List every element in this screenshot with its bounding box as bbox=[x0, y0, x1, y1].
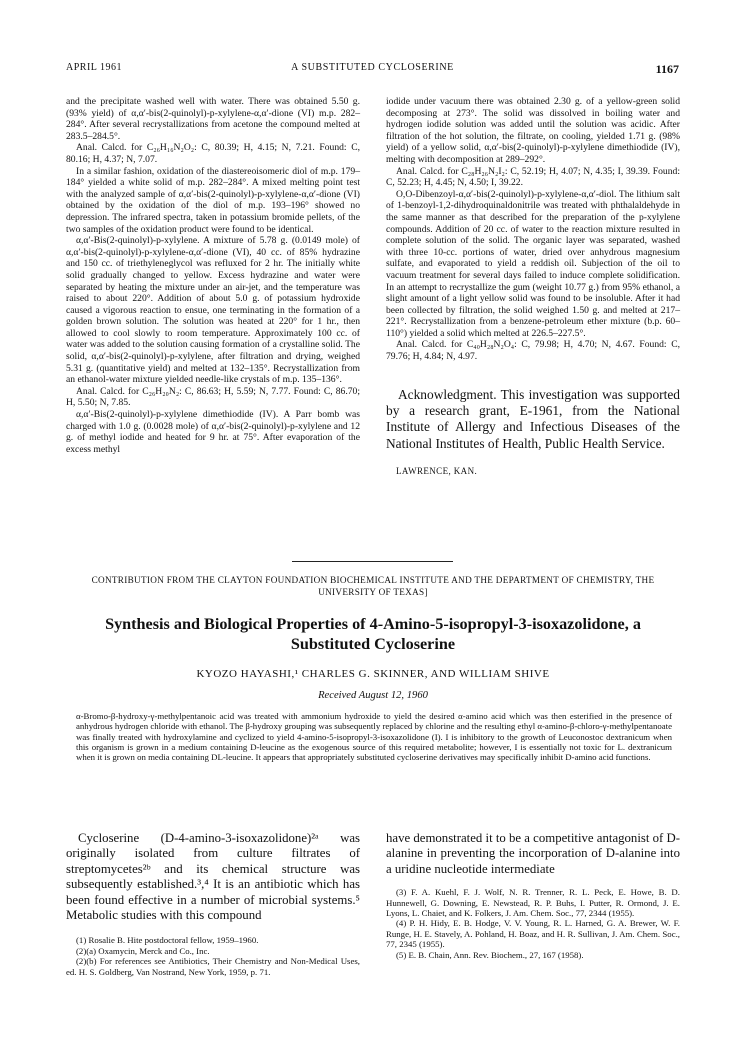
paragraph: Anal. Calcd. for C₂₈H₂₆N₂I₂: C, 52.19; H, 4.07; N, 4.35; I, 39.39. Found: C, 52.23; H, 4.45; N, 4.50; I, 39.22. bbox=[386, 165, 680, 189]
section-divider bbox=[292, 561, 453, 562]
received-date: Received August 12, 1960 bbox=[318, 690, 428, 701]
paragraph: Anal. Calcd. for C₄₀H₂₈N₂O₄: C, 79.98; H, 4.70; N, 4.67. Found: C, 79.76; H, 4.84; N, 4.97. bbox=[386, 339, 680, 363]
footnote: (3) F. A. Kuehl, F. J. Wolf, N. R. Trenner, R. L. Peck, E. Howe, B. D. Hunnewell, G. Downing, E. Newstead, R. P. Buhs, I. Putter, R. Ormond, J. E. Lyons, L. Chaiet, and K. Folkers, J. Am. Chem. Soc., 77, 2344 (1955). bbox=[386, 887, 680, 919]
abstract: α-Bromo-β-hydroxy-γ-methylpentanoic acid was treated with ammonium hydroxide to yield the desired α-amino acid which was then esterified in the presence of anhydrous hydrogen chloride with ethanol. The β-hydroxy grouping was subsequently replaced by chlorine and the resulting ethyl α-amino-β-chloro-γ-methylpentanoate was finally treated with hydroxylamine and cyclized to yield 4-amino-5-isopropyl-3-isoxazolidone (I). I is inhibitory to the growth of Leuconostoc dextranicum when this organism is grown in a medium containing D-leucine as the exogenous source of this required metabolite; however, I is essentially not toxic for L. dextranicum when it is grown on media containing DL-leucine. It appears that appropriately substituted cycloserine derivatives may specifically inhibit D-amino acid functions. bbox=[76, 711, 672, 763]
paragraph: Anal. Calcd. for C₂₆H₂₀N₂: C, 86.63; H, 5.59; N, 7.77. Found: C, 86.70; H, 5.50; N, 7.85. bbox=[66, 385, 360, 409]
running-head-title: A SUBSTITUTED CYCLOSERINE bbox=[291, 62, 454, 73]
footnote: (4) P. H. Hidy, E. B. Hodge, V. V. Young, R. L. Harned, G. A. Brewer, W. F. Runge, H. E. Stavely, A. Pohland, H. Boaz, and H. R. Sullivan, J. Am. Chem. Soc., 77, 2345 (1955). bbox=[386, 918, 680, 950]
footnote: (1) Rosalie B. Hite postdoctoral fellow, 1959–1960. bbox=[76, 935, 259, 946]
running-head-date: APRIL 1961 bbox=[66, 62, 123, 73]
author-line: KYOZO HAYASHI,¹ CHARLES G. SKINNER, AND WILLIAM SHIVE bbox=[196, 668, 550, 680]
paragraph: In a similar fashion, oxidation of the diastereoisomeric diol of m.p. 179–184° yielded a white solid of m.p. 282–284°. A mixed melting point test with the analyzed sample of α,α′-bis(2-quinolyl)-p-xylylene-α,α′-dione (VI) obtained by the oxidation of the diol of m.p. 193–196° showed no depression. The infrared spectra, taken in potassium bromide pellets, of the two samples of the oxidation product were found to be identical. bbox=[66, 165, 360, 235]
footnote: (2)(a) Oxamycin, Merck and Co., Inc. bbox=[76, 945, 210, 956]
body-left-column bbox=[66, 831, 360, 977]
paragraph: and the precipitate washed well with water. There was obtained 5.50 g. (93% yield) of α,α′-bis(2-quinolyl)-p-xylylene-α,α′-dione (VI) m.p. 282–284°. After several recrystallizations from acetone the compound melted at 283.5–284.5°. bbox=[66, 96, 360, 142]
page-number: 1167 bbox=[655, 62, 679, 76]
article-title: Synthesis and Biological Properties of 4-Amino-5-isopropyl-3-isoxazolidone, a Substituted Cycloserine bbox=[105, 615, 641, 654]
article-body bbox=[66, 831, 680, 1031]
intro-paragraph: Cycloserine (D-4-amino-3-isoxazolidone)²ᵃ was originally isolated from culture filtrates of streptomycetes²ᵇ and its chemical structure was subsequently established.³,⁴ It is an antibiotic which has been found effective in a number of microbial systems.⁵ Metabolic studies with this compound bbox=[66, 831, 360, 923]
left-column bbox=[66, 96, 360, 455]
body-right-column bbox=[386, 831, 680, 960]
intro-paragraph-continued: have demonstrated it to be a competitive antagonist of D-alanine in preventing the incorporation of D-alanine into a uridine nucleotide intermediate bbox=[386, 831, 680, 876]
footnote: (2)(b) For references see Antibiotics, Their Chemistry and Non-Medical Uses, ed. H. S. Goldberg, Van Nostrand, New York, 1959, p. 71. bbox=[66, 956, 360, 977]
paragraph: α,α′-Bis(2-quinolyl)-p-xylylene. A mixture of 5.78 g. (0.0149 mole) of α,α′-bis(2-quinolyl)-p-xylylene-α,α′-dione (VI), 40 cc. of 85% hydrazine and 150 cc. of triethyleneglycol was refluxed for 2 hr. The initially white solid gradually changed to yellow. Excess hydrazine and water were separated by heating the mixture under an air-jet, and the temperature was raised to about 220°. Addition of about 5.0 g. of potassium hydroxide caused a vigorous reaction to ensue, one terminating in the formation of a golden brown solution. The solution was heated at 220° for 1 hr., then allowed to cool slowly to room temperature. Approximately 100 cc. of water was added to the solution causing formation of a crystalline solid. The solid, α,α′-bis(2-quinolyl)-p-xylylene, after filtration and drying, weighed 5.31 g. (quantitative yield) and melted at 132–135°. Recrystallization from an ethanol-water mixture yielded needle-like crystals of m.p. 135–136°. bbox=[66, 235, 360, 386]
right-column bbox=[386, 96, 680, 478]
footnotes-right bbox=[386, 887, 680, 960]
footnotes-left bbox=[66, 935, 360, 977]
previous-article-continuation bbox=[66, 96, 680, 542]
contribution-line: CONTRIBUTION FROM THE CLAYTON FOUNDATION BIOCHEMICAL INSTITUTE AND THE DEPARTMENT OF CHEMISTRY, THE UNIVERSITY OF TEXAS] bbox=[91, 575, 655, 597]
paragraph: α,α′-Bis(2-quinolyl)-p-xylylene dimethiodide (IV). A Parr bomb was charged with 1.0 g. (0.0028 mole) of α,α′-bis(2-quinolyl)-p-xylylene and 12 g. of methyl iodide and heated for 9 hr. at 75°. After evaporation of the excess methyl bbox=[66, 409, 360, 455]
paragraph: O,O-Dibenzoyl-α,α′-bis(2-quinolyl)-p-xylylene-α,α′-diol. The lithium salt of 1-benzoyl-1,2-dihydroquinaldonitrile was treated with phthalaldehyde in the same manner as that described for the preparation of the p-xylylene compounds. Addition of 20 cc. of water to the reaction mixture resulted in complete solution of the solid. The organic layer was separated, washed with three 10-cc. portions of water, dried over anhydrous magnesium sulfate, and evaporated to yield a reddish oil. Subjection of the oil to vacuum treatment for several days failed to induce complete solidification. In an attempt to recrystallize the gum (weight 10.77 g.) from 95% ethanol, a slight amount of a light yellow solid was found to be insoluble. After it had been collected by filtration, the solid weighed 1.50 g. and melted at 217–221°. Recrystallization from a benzene-petroleum ether mixture (b.p. 60–110°) yielded a solid which melted at 226.5–227.5°. bbox=[386, 188, 680, 339]
paragraph: Anal. Calcd. for C₂₆H₁₆N₂O₂: C, 80.39; H, 4.15; N, 7.21. Found: C, 80.16; H, 4.37; N, 7.07. bbox=[66, 142, 360, 165]
acknowledgment: Acknowledgment. This investigation was supported by a research grant, E-1961, from the National Institute of Allergy and Infectious Diseases of the National Institutes of Health, Public Health Service. bbox=[386, 386, 680, 451]
location-line: LAWRENCE, KAN. bbox=[396, 466, 478, 477]
running-head bbox=[66, 62, 679, 76]
paragraph: iodide under vacuum there was obtained 2.30 g. of a yellow-green solid decomposing at 273°. The solid was dissolved in boiling water and hydrogen iodide solution was added until the solution was acidic. After filtration of the hot solution, the filtrate, on cooling, yielded 1.71 g. (98% yield) of a yellow solid, α,α′-bis(2-quinolyl)-p-xylylene dimethiodide (IV), melting with decomposition at 289–292°. bbox=[386, 96, 680, 165]
footnote: (5) E. B. Chain, Ann. Rev. Biochem., 27, 167 (1958). bbox=[396, 949, 584, 960]
